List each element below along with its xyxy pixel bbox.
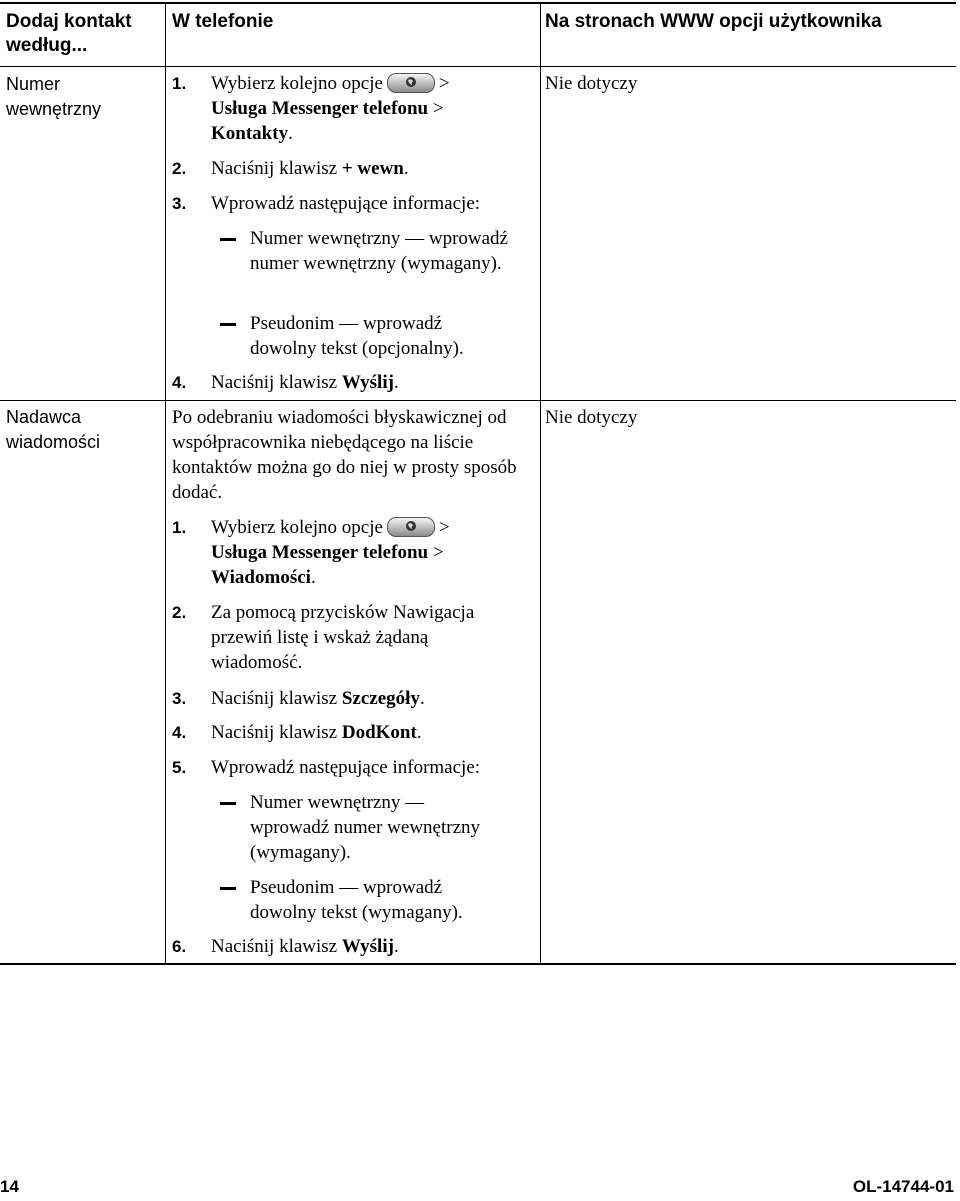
softkey-label: DodKont [341,722,417,743]
page-number: 14 [0,1177,19,1196]
row2-sub-extension: Numer wewnętrzny — wprowadź numer wewnętrzny (wymagany). [250,792,481,863]
menu-arrow: > [438,517,450,538]
menu-destination: Kontakty [211,123,289,144]
row1-sub-extension: Numer wewnętrzny — wprowadź numer wewnętrzny (wymagany). [250,228,508,274]
menu-arrow: > [432,542,444,563]
header-on-phone: W telefonie [172,11,274,32]
step-number: 2. [172,159,187,178]
header-user-options-web: Na stronach WWW opcji użytkownika [545,11,882,32]
step-text: Za pomocą przycisków Nawigacja przewiń listę i wskaż żądaną wiadomość. [211,602,475,673]
table-bottom-rule [0,963,956,965]
row-rule [0,400,956,401]
step-number: 5. [172,758,187,777]
step-number: 6. [172,937,187,956]
step-text: Naciśnij klawisz [211,372,338,393]
row2-step-3 [172,686,532,711]
menu-arrow: > [438,73,450,94]
period: . [310,567,316,588]
menu-arrow: > [432,98,444,119]
row1-step-2 [172,156,532,181]
softkey-label: Szczegóły [341,688,420,709]
globe-services-key-icon [387,517,435,537]
period: . [393,372,399,393]
menu-path: Usługa Messenger telefonu [211,98,429,119]
row1-step-4 [172,370,532,395]
row2-intro: Po odebraniu wiadomości błyskawicznej od współpracownika niebędącego na liście kontaktów można go do niej w prosty sposób dodać. [172,407,517,503]
step-text: Naciśnij klawisz [211,688,338,709]
step-text: Naciśnij klawisz [211,158,338,179]
step-text: Wprowadź następujące informacje: [211,757,481,778]
dash-bullet [220,802,236,805]
step-number: 1. [172,74,187,93]
document-id: OL-14744-01 [852,1177,954,1196]
row1-web-value: Nie dotyczy [545,73,638,94]
step-number: 3. [172,194,187,213]
step-text: Wprowadź następujące informacje: [211,193,481,214]
row2-step-2 [172,600,532,675]
column-divider-2 [540,3,541,964]
row1-step-1 [172,71,532,146]
row2-sub-alias: Pseudonim — wprowadź dowolny tekst (wymagany). [250,877,463,923]
period: . [419,688,425,709]
step-number: 3. [172,689,187,708]
row-label-message-sender: Nadawca wiadomości [6,407,101,452]
menu-path: Usługa Messenger telefonu [211,542,429,563]
step-text: Wybierz kolejno opcje [211,517,383,538]
period: . [393,936,399,957]
dash-bullet [220,323,236,326]
period: . [403,158,409,179]
row2-step-6 [172,934,532,959]
globe-services-key-icon [387,73,435,93]
row2-step-1 [172,515,532,590]
period: . [416,722,422,743]
step-text: Naciśnij klawisz [211,722,338,743]
softkey-label: Wyślij [341,372,394,393]
row2-step-4 [172,720,532,745]
row2-web-value: Nie dotyczy [545,407,638,428]
row-label-extension: Numer wewnętrzny [6,74,102,119]
step-number: 2. [172,603,187,622]
period: . [288,123,293,144]
dash-bullet [220,238,236,241]
step-number: 4. [172,373,187,392]
header-add-contact-by: Dodaj kontakt według... [6,11,132,56]
menu-destination: Wiadomości [211,567,311,588]
softkey-label: Wyślij [341,936,394,957]
row1-step-3 [172,191,532,216]
softkey-label: + wewn [341,158,404,179]
table-top-rule [0,2,956,4]
header-rule [0,66,956,67]
row2-step-5 [172,755,532,780]
step-number: 1. [172,518,187,537]
step-text: Naciśnij klawisz [211,936,338,957]
step-number: 4. [172,723,187,742]
row1-sub-alias: Pseudonim — wprowadź dowolny tekst (opcjonalny). [250,313,464,359]
dash-bullet [220,887,236,890]
step-text: Wybierz kolejno opcje [211,73,383,94]
column-divider-1 [165,3,166,964]
